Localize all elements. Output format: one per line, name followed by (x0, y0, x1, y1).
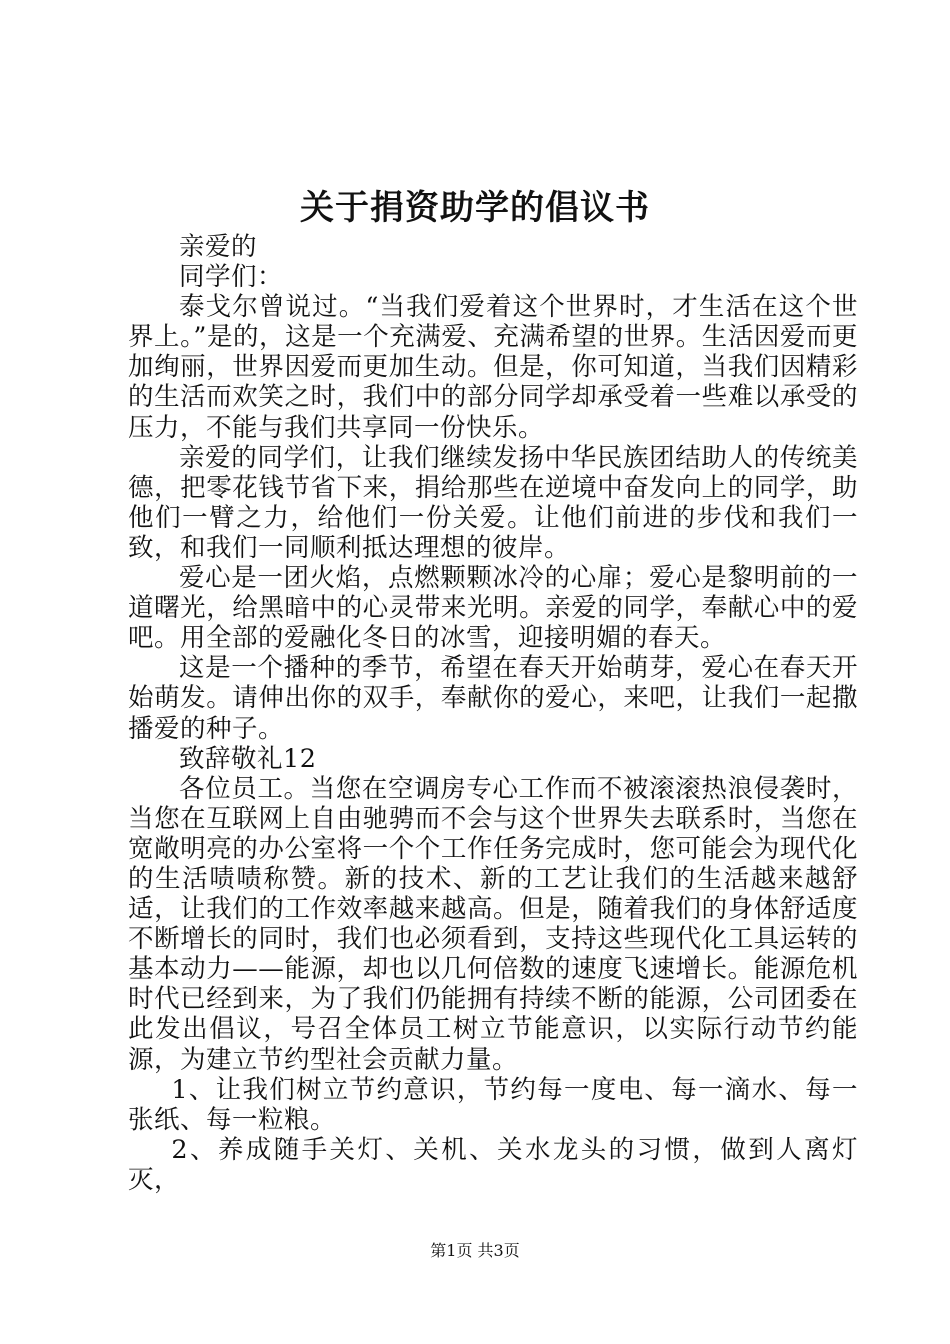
paragraph-tagore-quote: 泰戈尔曾说过。“当我们爱着这个世界时，才生活在这个世界上。”是的，这是一个充满爱、充满希望的世界。生活因爱而更加绚丽，世界因爱而更加生动。但是，你可知道，当我们因精彩的生活而欢笑之时，我们中的部分同学却承受着一些难以承受的压力，不能与我们共享同一份快乐。 (128, 292, 858, 443)
paragraph-love-flame: 爱心是一团火焰，点燃颗颗冰冷的心扉；爱心是黎明前的一道曙光，给黑暗中的心灵带来光明。亲爱的同学，奉献心中的爱吧。用全部的爱融化冬日的冰雪，迎接明媚的春天。 (128, 563, 858, 654)
closing-salute: 致辞敬礼12 (179, 743, 317, 774)
paragraph-energy-saving: 各位员工。当您在空调房专心工作而不被滚滚热浪侵袭时，当您在互联网上自由驰骋而不会与这个世界失去联系时，当您在宽敞明亮的办公室将一个个工作任务完成时，您可能会为现代化的生活啧啧称赞。新的技术、新的工艺让我们的生活越来越舒适，让我们的工作效率越来越高。但是，随着我们的身体舒适度不断增长的同时，我们也必须看到，支持这些现代化工具运转的基本动力——能源，却也以几何倍数的速度飞速增长。能源危机时代已经到来，为了我们仍能拥有持续不断的能源，公司团委在此发出倡议，号召全体员工树立节能意识，以实际行动节约能源，为建立节约型社会贡献力量。 (128, 773, 858, 1075)
list-item-1: 1、让我们树立节约意识，节约每一度电、每一滴水、每一张纸、每一粒粮。 (128, 1074, 858, 1135)
salutation-line-2: 同学们： (179, 262, 284, 293)
list-item-2: 2、养成随手关灯、关机、关水龙头的习惯，做到人离灯灭， (128, 1134, 858, 1195)
paragraph-sowing-season: 这是一个播种的季节，希望在春天开始萌芽，爱心在春天开始萌发。请伸出你的双手，奉献你的爱心，来吧，让我们一起撒播爱的种子。 (128, 653, 858, 744)
document-body (128, 232, 858, 1195)
document-title: 关于捐资助学的倡议书 (300, 188, 650, 228)
paragraph-call-to-action: 亲爱的同学们，让我们继续发扬中华民族团结助人的传统美德，把零花钱节省下来，捐给那些在逆境中奋发向上的同学，助他们一臂之力，给他们一份关爱。让他们前进的步伐和我们一致，和我们一同顺利抵达理想的彼岸。 (128, 442, 858, 563)
salutation-line-1: 亲爱的 (179, 232, 258, 262)
page-footer: 第1页 共3页 (430, 1241, 520, 1260)
